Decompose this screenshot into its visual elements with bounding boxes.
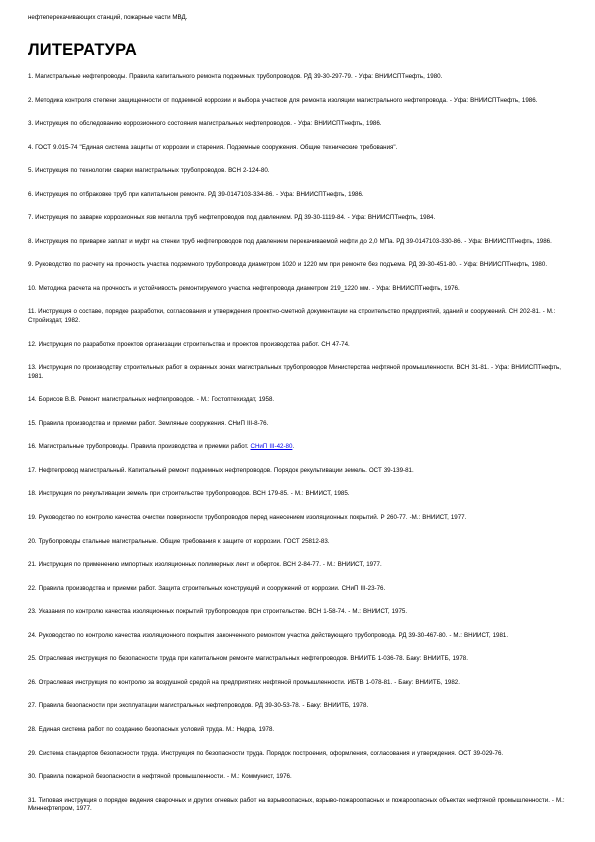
reference-item	[28, 396, 570, 405]
reference-item	[28, 561, 570, 570]
reference-text: 14. Борисов В.В. Ремонт магистральных нефтепроводов. - М.: Гостоптехиздат, 1958.	[28, 396, 275, 404]
reference-text: 20. Трубопроводы стальные магистральные. Общие требования к защите от коррозии. ГОСТ 25812-83.	[28, 537, 330, 545]
reference-list	[28, 73, 570, 814]
reference-text: 11. Инструкция о составе, порядке разработки, согласования и утверждения проектно-сметной документации на строительство предприятий, зданий и сооружений. СН 202-81. - М.: Стройиздат, 1982.	[28, 308, 556, 325]
reference-item	[28, 655, 570, 664]
reference-item	[28, 214, 570, 223]
reference-item	[28, 97, 570, 106]
reference-text: 25. Отраслевая инструкция по безопасности труда при капитальном ремонте магистральных нефтепроводов. ВНИИТБ 1-036-78. Баку: ВНИИТБ, 1978.	[28, 655, 468, 663]
reference-item	[28, 585, 570, 594]
reference-text: 4. ГОСТ 9.015-74 "Единая система защиты от коррозии и старения. Подземные сооружения. Общие технические требования".	[28, 143, 398, 151]
reference-text: 26. Отраслевая инструкция по контролю за воздушной средой на предприятиях нефтяной промышленности. ИБТВ 1-078-81. - Баку: ВНИИТБ, 1982.	[28, 678, 460, 686]
reference-text: 12. Инструкция по разработке проектов организации строительства и проектов производства работ. СН 47-74.	[28, 340, 350, 348]
reference-text: 15. Правила производства и приемки работ. Земляные сооружения. СНиП III-8-76.	[28, 419, 269, 427]
reference-text: 17. Нефтепровод магистральный. Капитальный ремонт подземных нефтепроводов. Порядок рекультивации земель. ОСТ 39-139-81.	[28, 466, 414, 474]
reference-item	[28, 73, 570, 82]
reference-item	[28, 797, 570, 814]
reference-text: 23. Указания по контролю качества изоляционных покрытий трубопроводов при строительстве. ВСН 1-58-74. - М.: ВНИИСТ, 1975.	[28, 608, 408, 616]
reference-text: 21. Инструкция по применению импортных изоляционных полимерных лент и оберток. ВСН 2-84-77. - М.: ВНИИСТ, 1977.	[28, 561, 382, 569]
reference-text: 1. Магистральные нефтепроводы. Правила капитального ремонта подземных трубопроводов. РД 39-30-297-79. - Уфа: ВНИИСПТнефть, 1980.	[28, 73, 443, 80]
reference-item	[28, 514, 570, 523]
reference-text: 13. Инструкция по производству строительных работ в охранных зонах магистральных трубопроводов Министерства нефтяной промышленности. ВСН 31-81. - Уфа: ВНИИСПТнефть, 1981.	[28, 364, 562, 380]
reference-text: 2. Методика контроля степени защищенности от подземной коррозии и выбора участков для ремонта изоляции магистрального нефтепровода. - Уфа: ВНИИСПТнефть, 1986.	[28, 96, 538, 104]
reference-item	[28, 120, 570, 129]
reference-text: 31. Типовая инструкция о порядке ведения сварочных и других огневых работ на взрывоопасных, взрыво-пожароопасных и пожароопасных объектах нефтяной промышленности. - М.: Миннефтепром, 1977.	[28, 796, 565, 813]
reference-item	[28, 285, 570, 294]
reference-item	[28, 773, 570, 782]
continued-text: нефтеперекачивающих станций, пожарные части МВД.	[28, 14, 188, 21]
section-heading: ЛИТЕРАТУРА	[28, 41, 137, 59]
reference-item	[28, 167, 570, 176]
reference-text: 29. Система стандартов безопасности труда. Инструкция по безопасности труда. Порядок построения, оформления, согласования и утверждения. ОСТ 39-029-76.	[28, 749, 504, 757]
reference-item	[28, 191, 570, 200]
reference-item	[28, 308, 570, 325]
reference-item	[28, 420, 570, 429]
reference-item	[28, 632, 570, 641]
reference-text: 7. Инструкция по заварке коррозионных язв металла труб нефтепроводов под давлением. РД 39-30-1119-84. - Уфа: ВНИИСПТнефть, 1984.	[28, 214, 436, 222]
reference-text: 9. Руководство по расчету на прочность участка подземного трубопровода диаметром 1020 и 1220 мм при ремонте без подъема. РД 39-30-451-80. - Уфа: ВНИИСПТнефть, 1980.	[28, 261, 548, 269]
reference-text: 8. Инструкция по приварке заплат и муфт на стенки труб нефтепроводов под давлением перекачиваемой нефти до 2,0 МПа. РД 39-0147103-330-86. - Уфа: ВНИИСПТнефть, 1986.	[28, 237, 552, 245]
reference-text: 3. Инструкция по обследованию коррозионного состояния магистральных нефтепроводов. - Уфа: ВНИИСПТнефть, 1986.	[28, 120, 382, 128]
reference-text: 5. Инструкция по технологии сварки магистральных трубопроводов. ВСН 2-124-80.	[28, 167, 270, 175]
reference-item	[28, 679, 570, 688]
reference-text: 22. Правила производства и приемки работ. Защита строительных конструкций и сооружений от коррозии. СНиП III-23-76.	[28, 584, 386, 592]
reference-item	[28, 443, 570, 452]
reference-text: 19. Руководство по контролю качества очистки поверхности трубопроводов перед нанесением изоляционных покрытий. Р 260-77. -М.: ВНИИСТ, 1977.	[28, 514, 467, 522]
reference-item	[28, 144, 570, 153]
reference-text: 6. Инструкция по отбраковке труб при капитальном ремонте. РД 39-0147103-334-86. - Уфа: ВНИИСПТнефть, 1986.	[28, 190, 364, 198]
reference-item	[28, 238, 570, 247]
reference-text: 16. Магистральные трубопроводы. Правила производства и приемки работ.	[28, 443, 251, 451]
reference-item	[28, 364, 570, 381]
reference-item	[28, 538, 570, 547]
reference-item	[28, 608, 570, 617]
reference-item	[28, 341, 570, 350]
reference-text-end: .	[292, 443, 295, 451]
reference-item	[28, 490, 570, 499]
reference-item	[28, 726, 570, 735]
reference-item	[28, 750, 570, 759]
reference-text: 24. Руководство по контролю качества изоляционного покрытия законченного ремонтом участка действующего трубопровода. РД 39-30-467-80. - М.: ВНИИСТ, 1981.	[28, 631, 509, 639]
reference-item	[28, 261, 570, 270]
reference-item	[28, 467, 570, 476]
reference-text: 30. Правила пожарной безопасности в нефтяной промышленности. - М.: Коммунист, 1976.	[28, 773, 292, 781]
reference-text: 18. Инструкция по рекультивации земель при строительстве трубопроводов. ВСН 179-85. - М.: ВНИИСТ, 1985.	[28, 490, 350, 498]
reference-text: 27. Правила безопасности при эксплуатации магистральных нефтепроводов. РД 39-30-53-78. - Баку: ВНИИТБ, 1978.	[28, 702, 369, 710]
reference-text: 10. Методика расчета на прочность и устойчивость ремонтируемого участка нефтепровода диаметром 219_1220 мм. - Уфа: ВНИИСПТнефть, 1976.	[28, 284, 460, 292]
reference-item	[28, 702, 570, 711]
reference-link[interactable]: СНиП III-42-80	[250, 443, 293, 451]
reference-text: 28. Единая система работ по созданию безопасных условий труда. М.: Недра, 1978.	[28, 725, 275, 733]
